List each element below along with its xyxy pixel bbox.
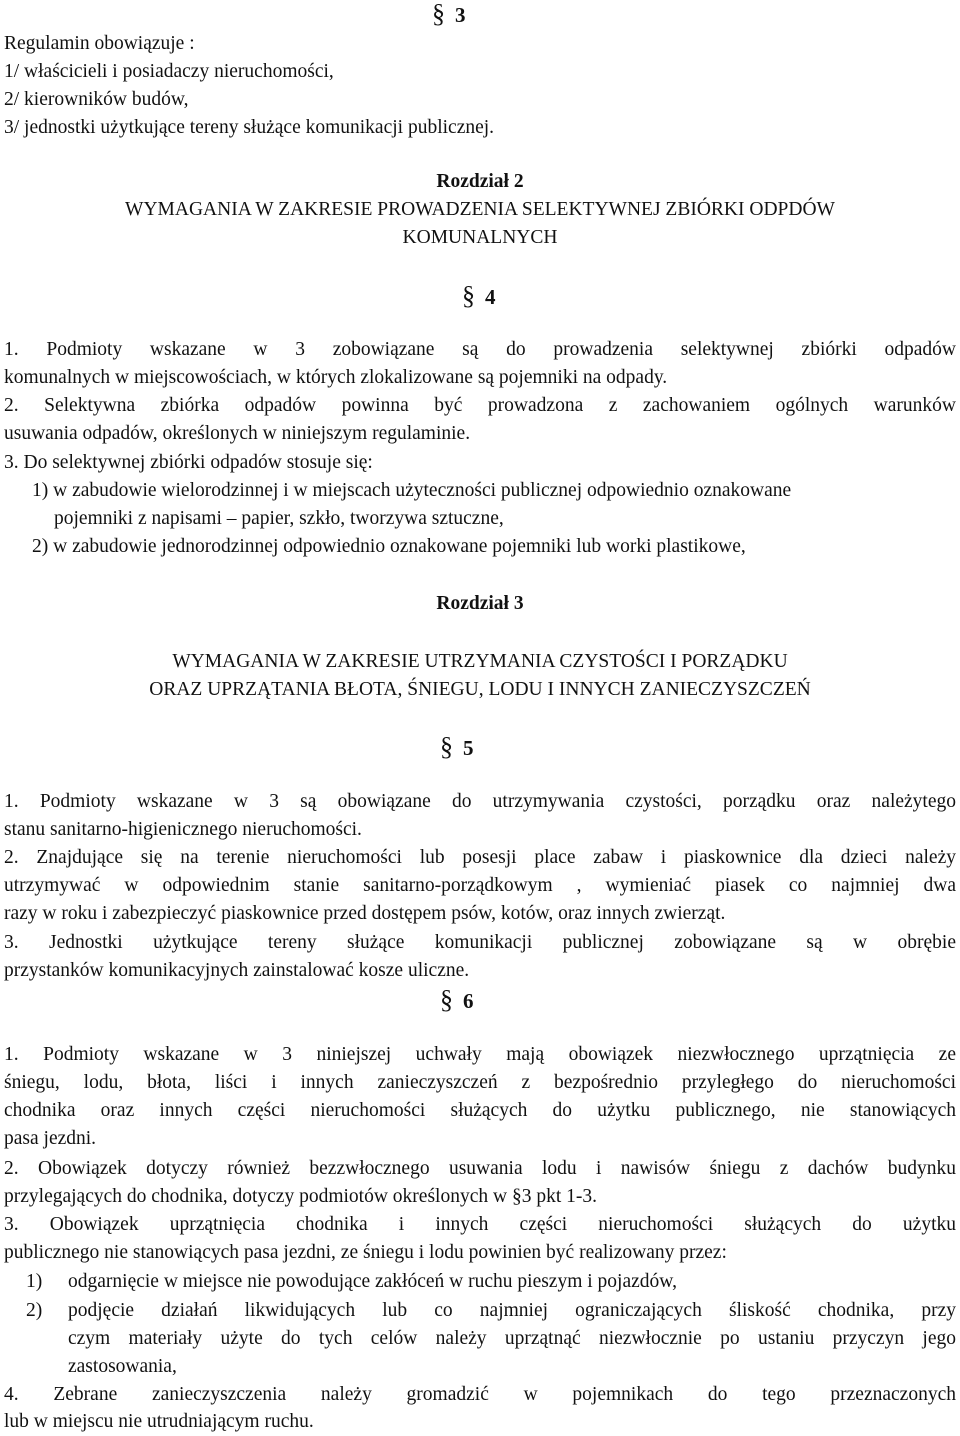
text-line: 2/ kierowników budów, xyxy=(4,89,189,110)
section-symbol: § xyxy=(432,0,445,28)
text-line: 3/ jednostki użytkujące tereny służące komunikacji publicznej. xyxy=(4,117,495,138)
list-item-text: zastosowania, xyxy=(68,1356,177,1377)
text-line: 3. Do selektywnej zbiórki odpadów stosuje się: xyxy=(4,452,373,473)
chapter-3-heading-line: WYMAGANIA W ZAKRESIE UTRZYMANIA CZYSTOŚCI I PORZĄDKU xyxy=(172,651,788,672)
text-line: 1) w zabudowie wielorodzinnej i w miejscach użyteczności publicznej odpowiednio oznakowane xyxy=(32,480,792,501)
text-line: lub w miejscu nie utrudniającym ruchu. xyxy=(4,1411,314,1432)
section-number: 3 xyxy=(455,3,466,27)
text-line: 2. Obowiązek dotyczy również bezzwłocznego usuwania lodu i nawisów śniegu z dachów budynku xyxy=(4,1158,956,1179)
section-3-heading xyxy=(432,0,466,29)
list-item-text: podjęcie działań likwidujących lub co najmniej ograniczających śliskość chodnika, przy xyxy=(68,1300,956,1321)
section-5-heading xyxy=(440,733,474,762)
chapter-2-heading-line: KOMUNALNYCH xyxy=(402,227,558,248)
list-number: 2) xyxy=(26,1300,43,1321)
text-line: 2) w zabudowie jednorodzinnej odpowiednio oznakowane pojemniki lub worki plastikowe, xyxy=(32,536,746,557)
text-line: przystanków komunikacyjnych zainstalować kosze uliczne. xyxy=(4,960,470,981)
section-6-heading xyxy=(440,986,474,1015)
chapter-2-title: Rozdział 2 xyxy=(436,171,524,192)
text-line: komunalnych w miejscowościach, w których zlokalizowane są pojemniki na odpady. xyxy=(4,367,668,388)
text-line: usuwania odpadów, określonych w niniejszym regulaminie. xyxy=(4,423,471,444)
text-line: chodnika oraz innych części nieruchomości służących do użytku publicznego, nie stanowiących xyxy=(4,1100,956,1121)
text-line: 3. Obowiązek uprzątnięcia chodnika i innych części nieruchomości służących do użytku xyxy=(4,1214,956,1235)
text-line: przylegających do chodnika, dotyczy podmiotów określonych w §3 pkt 1-3. xyxy=(4,1186,597,1207)
text-line: 1. Podmioty wskazane w 3 niniejszej uchwały mają obowiązek niezwłocznego uprzątnięcia ze xyxy=(4,1044,956,1065)
text-line: pojemniki z napisami – papier, szkło, tworzywa sztuczne, xyxy=(54,508,504,529)
chapter-3-heading-line: ORAZ UPRZĄTANIA BŁOTA, ŚNIEGU, LODU I INNYCH ZANIECZYSZCZEŃ xyxy=(149,679,811,700)
text-line: Regulamin obowiązuje : xyxy=(4,33,195,54)
text-line: pasa jezdni. xyxy=(4,1128,97,1149)
section-number: 6 xyxy=(463,989,474,1013)
text-line: 3. Jednostki użytkujące tereny służące komunikacji publicznej zobowiązane są w obrębie xyxy=(4,932,956,953)
section-number: 5 xyxy=(463,736,474,760)
list-item-text: czym materiały użyte do tych celów należy uprzątnąć niezwłocznie po ustaniu przyczyn jego xyxy=(68,1328,956,1349)
section-symbol: § xyxy=(440,985,453,1014)
section-number: 4 xyxy=(485,285,496,309)
text-line: 1. Podmioty wskazane w 3 zobowiązane są do prowadzenia selektywnej zbiórki odpadów xyxy=(4,339,956,360)
text-line: razy w roku i zabezpieczyć piaskownice przed dostępem psów, kotów, oraz innych zwierząt. xyxy=(4,903,726,924)
section-4-heading xyxy=(462,282,496,311)
list-number: 1) xyxy=(26,1271,43,1292)
text-line: 1/ właścicieli i posiadaczy nieruchomości, xyxy=(4,61,334,82)
text-line: 4. Zebrane zanieczyszczenia należy gromadzić w pojemnikach do tego przeznaczonych xyxy=(4,1384,956,1405)
text-line: 2. Selektywna zbiórka odpadów powinna być prowadzona z zachowaniem ogólnych warunków xyxy=(4,395,956,416)
text-line: utrzymywać w odpowiednim stanie sanitarno-porządkowym , wymieniać piasek co najmniej dwa xyxy=(4,875,956,896)
text-line: stanu sanitarno-higienicznego nieruchomości. xyxy=(4,819,362,840)
section-symbol: § xyxy=(440,732,453,761)
text-line: 2. Znajdujące się na terenie nieruchomości lub posesji place zabaw i piaskownice dla dzieci należy xyxy=(4,847,956,868)
chapter-2-heading-line: WYMAGANIA W ZAKRESIE PROWADZENIA SELEKTYWNEJ ZBIÓRKI ODPDÓW xyxy=(125,199,835,220)
text-line: śniegu, lodu, błota, liści i innych zanieczyszczeń z bezpośrednio przyległego do nieruchomości xyxy=(4,1072,956,1093)
text-line: publicznego nie stanowiących pasa jezdni, ze śniegu i lodu powinien być realizowany przez: xyxy=(4,1242,727,1263)
list-item-text: odgarnięcie w miejsce nie powodujące zakłóceń w ruchu pieszym i pojazdów, xyxy=(68,1271,677,1292)
section-symbol: § xyxy=(462,281,475,310)
chapter-3-title: Rozdział 3 xyxy=(436,593,524,614)
text-line: 1. Podmioty wskazane w 3 są obowiązane do utrzymywania czystości, porządku oraz należytego xyxy=(4,791,956,812)
